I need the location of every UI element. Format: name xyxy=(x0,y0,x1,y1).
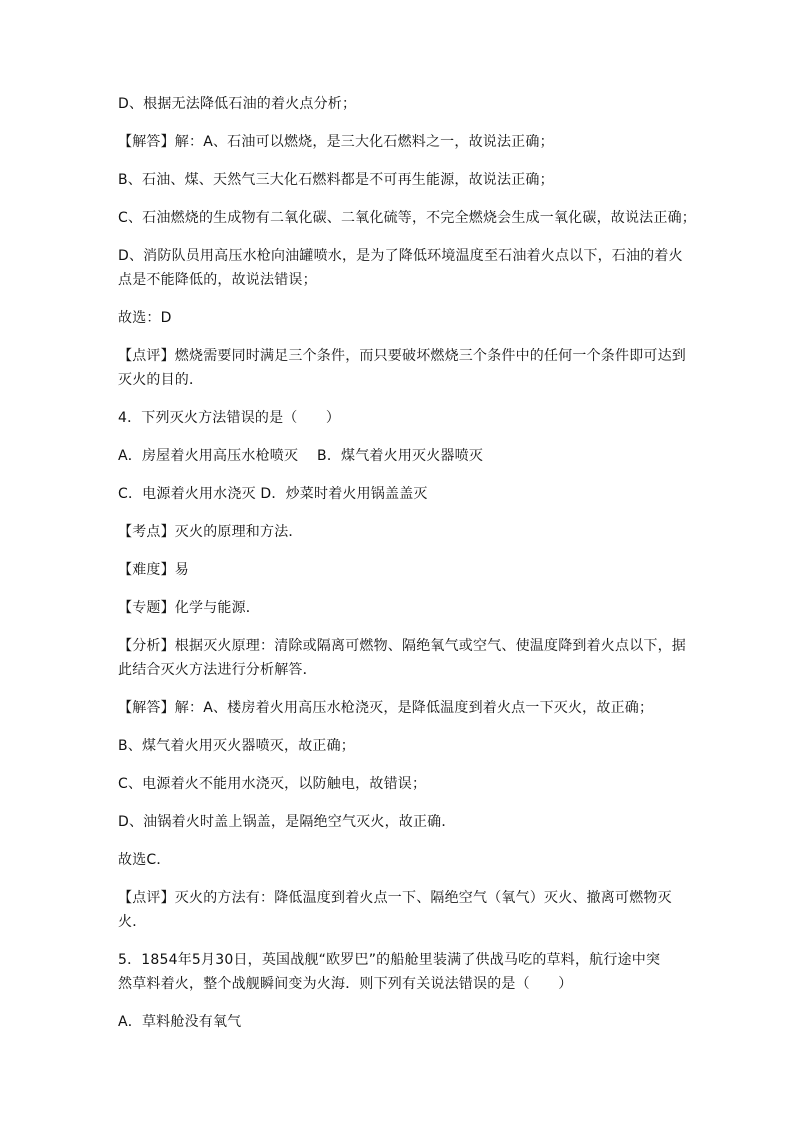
paragraph-q4-answer-d xyxy=(118,810,684,834)
text-line: D、油锅着火时盖上锅盖，是隔绝空气灭火，故正确． xyxy=(118,814,456,830)
paragraph-q4-choice xyxy=(118,848,684,872)
text-line: C、石油燃烧的生成物有二氧化碳、二氧化硫等，不完全燃烧会生成一氧化碳，故说法正确； xyxy=(118,210,696,226)
text-line: 【解答】解：A、楼房着火用高压水枪浇灭，是降低温度到着火点一下灭火，故正确； xyxy=(118,700,654,716)
text-line: D、消防队员用高压水枪向油罐喷水，是为了降低环境温度至石油着火点以下，石油的着火 xyxy=(118,248,683,264)
text-line: 此结合灭火方法进行分析解答． xyxy=(118,662,317,678)
text-line: 灭火的目的． xyxy=(118,372,204,388)
text-line: C、电源着火不能用水浇灭，以防触电，故错误； xyxy=(118,776,427,792)
text-line: C．电源着火用水浇灭 D．炒菜时着火用锅盖盖灭 xyxy=(118,486,428,502)
question-5-option-a xyxy=(118,1010,684,1034)
paragraph-q4-answer-c xyxy=(118,772,684,796)
text-line: 然草料着火，整个战舰瞬间变为火海．则下列有关说法错误的是（ ） xyxy=(118,976,573,992)
paragraph-analysis xyxy=(118,634,684,682)
paragraph-q4-answer-b xyxy=(118,734,684,758)
paragraph-answer-d xyxy=(118,244,684,292)
text-line: 【难度】易 xyxy=(118,562,189,578)
text-line: 5．1854年5月30日，英国战舰“欧罗巴”的船舱里装满了供战马吃的草料，航行途中突 xyxy=(118,952,661,968)
paragraph-option-d-analysis xyxy=(118,92,684,116)
paragraph-choice xyxy=(118,306,684,330)
text-line: 【专题】化学与能源． xyxy=(118,600,260,616)
paragraph-exam-point xyxy=(118,520,684,544)
text-line: 故选C． xyxy=(118,852,171,868)
text-line: 【分析】根据灭火原理：清除或隔离可燃物、隔绝氧气或空气、使温度降到着火点以下，据 xyxy=(118,638,686,654)
text-line: 故选：D xyxy=(118,310,172,326)
paragraph-answer-a xyxy=(118,130,684,154)
question-4-stem xyxy=(118,406,684,430)
paragraph-topic xyxy=(118,596,684,620)
text-line: B、煤气着火用灭火器喷灭，故正确； xyxy=(118,738,356,754)
text-line: D、根据无法降低石油的着火点分析； xyxy=(118,96,357,112)
text-line: A．房屋着火用高压水枪喷灭 B．煤气着火用灭火器喷灭 xyxy=(118,448,484,464)
text-line: A．草料舱没有氧气 xyxy=(118,1014,242,1030)
paragraph-difficulty xyxy=(118,558,684,582)
paragraph-answer-c xyxy=(118,206,696,230)
text-line: 【点评】燃烧需要同时满足三个条件，而只要破坏燃烧三个条件中的任何一个条件即可达到 xyxy=(118,348,686,364)
text-line: 点是不能降低的，故说法错误； xyxy=(118,272,317,288)
document-page xyxy=(118,92,696,1048)
paragraph-answer-b xyxy=(118,168,684,192)
text-line: 4．下列灭火方法错误的是（ ） xyxy=(118,410,341,426)
text-line: 【点评】灭火的方法有：降低温度到着火点一下、隔绝空气（氧气）灭火、撤离可燃物灭 xyxy=(118,890,672,906)
question-4-options-ab xyxy=(118,444,684,468)
question-4-options-cd xyxy=(118,482,684,506)
text-line: 【解答】解：A、石油可以燃烧，是三大化石燃料之一，故说法正确； xyxy=(118,134,554,150)
paragraph-comment xyxy=(118,344,684,392)
text-line: 火． xyxy=(118,914,147,930)
paragraph-q4-answer-a xyxy=(118,696,684,720)
text-line: 【考点】灭火的原理和方法． xyxy=(118,524,303,540)
text-line: B、石油、煤、天然气三大化石燃料都是不可再生能源，故说法正确； xyxy=(118,172,554,188)
question-5-stem xyxy=(118,948,684,996)
paragraph-q4-comment xyxy=(118,886,684,934)
